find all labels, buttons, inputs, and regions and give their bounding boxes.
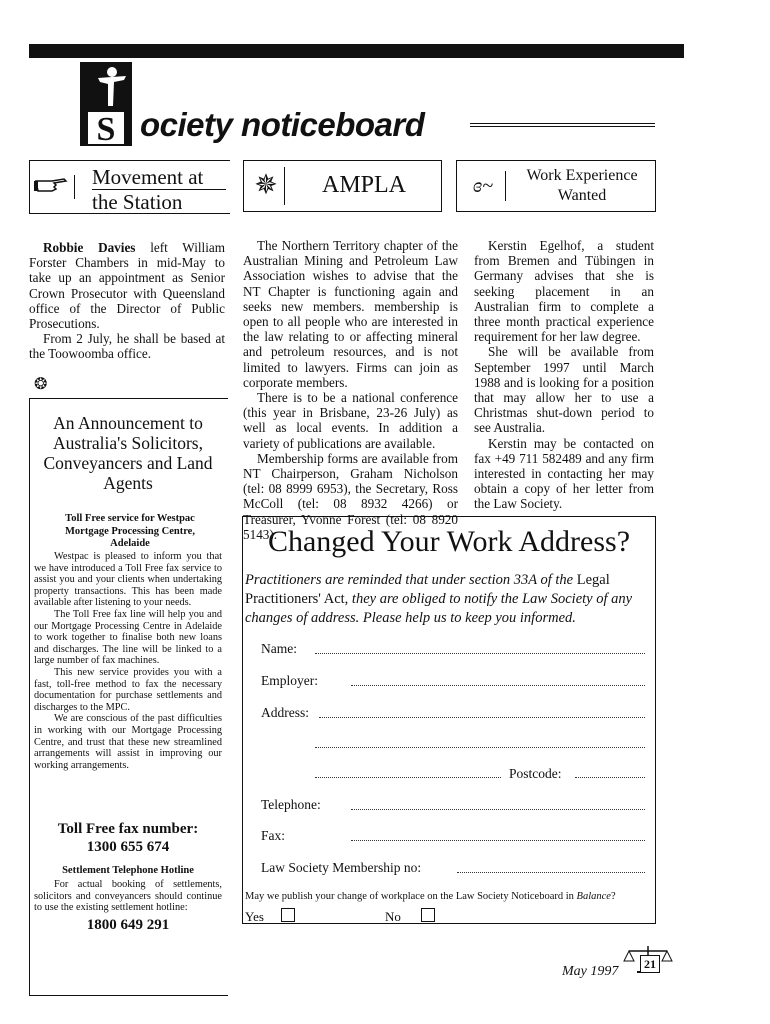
- address-field-line1[interactable]: [319, 717, 645, 718]
- work-experience-line2: Wanted: [557, 187, 607, 204]
- society-logo-icon: [80, 62, 132, 146]
- work-experience-line1: Work Experience: [526, 167, 638, 184]
- address-change-intro: [245, 571, 651, 628]
- membership-label: Law Society Membership no:: [261, 860, 422, 875]
- movement-title-line1: Movement at: [92, 165, 204, 189]
- intro-act-name: Legal Practitioners' Act: [245, 572, 610, 607]
- masthead-title: ociety noticeboard: [140, 106, 425, 143]
- postcode-field[interactable]: [575, 777, 645, 778]
- masthead-bar: [29, 44, 684, 58]
- movement-body: [29, 240, 225, 362]
- announcement-subhead: Toll Free service for Westpac Mortgage Processing Centre, Adelaide: [65, 513, 195, 549]
- postcode-label: Postcode:: [509, 766, 562, 781]
- movement-lead-name: Robbie Davies: [43, 240, 136, 255]
- announcement-para2: The Toll Free fax line will help you and our Mortgage Processing Centre in Adelaide to work together to finalise both new loans and discharges. The line will be linked to a large number of fax machines.: [34, 608, 222, 667]
- employer-field[interactable]: [351, 685, 645, 686]
- address-field-line2[interactable]: [315, 747, 645, 748]
- intro-part-c: , they are obliged to notify the Law Society of any changes of address. Please help us to keep you informed.: [245, 591, 633, 626]
- address-label: Address:: [261, 705, 309, 720]
- footer-date: May 1997: [562, 964, 619, 979]
- signature-icon: ɞ~: [461, 171, 506, 201]
- movement-title-line2: the Station: [92, 189, 226, 215]
- hotline-label: Settlement Telephone Hotline: [62, 865, 194, 876]
- movement-para2: From 2 July, he shall be based at the Toowoomba office.: [29, 331, 225, 362]
- ampla-body: [243, 238, 458, 542]
- yes-option: [245, 909, 264, 925]
- announcement-title: An Announcement to Australia's Solicitors, Conveyancers and Land Agents: [43, 413, 213, 493]
- work-experience-body: [474, 238, 654, 512]
- ampla-para1: The Northern Territory chapter of the Australian Mining and Petroleum Law Association wishes to advise that the NT Chapter is functioning again and seeks new members. membership is open to all people who are interested in the law relating to or affecting mineral and petroleum resources, and is not limited to lawyers. Firms can join as corporate members.: [243, 238, 458, 390]
- fax-label: Fax:: [261, 828, 286, 843]
- announcement-body: [34, 551, 222, 771]
- name-field[interactable]: [315, 653, 645, 654]
- membership-field[interactable]: [457, 872, 645, 873]
- ampla-para3: Membership forms are available from NT Chairperson, Graham Nicholson (tel: 08 8999 6953), the Secretary, Ross McColl (tel: 08 8932 4266) or Treasurer, Yvonne Forest (tel: 08 8920 5143).: [243, 450, 458, 542]
- address-change-box: [242, 516, 656, 924]
- announcement-box: [29, 398, 228, 996]
- work-experience-header: [456, 160, 656, 212]
- address-field-line3[interactable]: [315, 777, 501, 778]
- hotline-number: 1800 649 291: [86, 917, 170, 933]
- hotline-text: For actual booking of settlements, solicitors and conveyancers should continue to use the existing settlement hotline:: [34, 879, 222, 914]
- ampla-title: AMPLA: [322, 172, 407, 198]
- address-change-title: Changed Your Work Address?: [267, 525, 631, 558]
- star-burst-icon: ✵: [248, 167, 285, 205]
- intro-part-a: Practitioners are reminded that under section 33A of the: [245, 572, 577, 588]
- announcement-para3: This new service provides you with a fast, toll-free method to fax the necessary documentation for purchase settlements and discharges to the MPC.: [34, 666, 222, 713]
- fax-field[interactable]: [351, 840, 645, 841]
- masthead-rule: [470, 123, 655, 127]
- fingerprint-icon: ❂: [34, 376, 48, 393]
- work-experience-para1: Kerstin Egelhof, a student from Bremen and Tübingen in Germany advises that she is seeking placement in an Australian firm to complete a three month practical experience requirement for her law degree.: [474, 238, 654, 345]
- publish-question-balance: Balance: [576, 891, 611, 902]
- no-checkbox[interactable]: [421, 908, 435, 922]
- publish-question-a: May we publish your change of workplace on the Law Society Noticeboard in: [245, 891, 577, 902]
- publish-question: [245, 891, 653, 902]
- name-label: Name:: [261, 641, 297, 656]
- employer-label: Employer:: [261, 673, 318, 688]
- announcement-fax-label: Toll Free fax number:: [57, 821, 199, 837]
- pointing-hand-icon: [34, 175, 75, 199]
- logo-letter: S: [96, 111, 116, 146]
- yes-checkbox[interactable]: [281, 908, 295, 922]
- telephone-label: Telephone:: [261, 797, 321, 812]
- announcement-para4: We are conscious of the past difficulties in working with our Mortgage Processing Centre, and trust that these new streamlined arrangements will assist in improving our working arrangements.: [34, 713, 222, 771]
- page-number: 21: [640, 955, 660, 973]
- ampla-header: [243, 160, 442, 212]
- movement-lead-text: left William Forster Chambers in mid-May to take up an appointment as Senior Crown Prosecutor with Queensland office of the Director of Public Prosecutions.: [29, 240, 225, 332]
- yes-label: Yes: [245, 909, 264, 924]
- telephone-field[interactable]: [351, 809, 645, 810]
- movement-header: [29, 160, 230, 214]
- no-label: No: [385, 909, 401, 924]
- announcement-fax-number: 1300 655 674: [86, 839, 170, 855]
- announcement-para1: Westpac is pleased to inform you that we have introduced a Toll Free fax service to assist you and your clients when undertaking property transactions. This has been made available after listening to your needs.: [34, 551, 222, 609]
- work-experience-para3: Kerstin may be contacted on fax +49 711 582489 and any firm interested in contacting her may obtain a copy of her letter from the Law Society.: [474, 435, 654, 512]
- work-experience-para2: She will be available from September 1997 until March 1988 and is looking for a position that may allow her to use a Christmas shut-down period to see Australia.: [474, 344, 654, 436]
- publish-question-c: ?: [610, 891, 616, 902]
- ampla-para2: There is to be a national conference (this year in Brisbane, 23-26 July) as well as local events. In addition a variety of publications are available.: [243, 390, 458, 451]
